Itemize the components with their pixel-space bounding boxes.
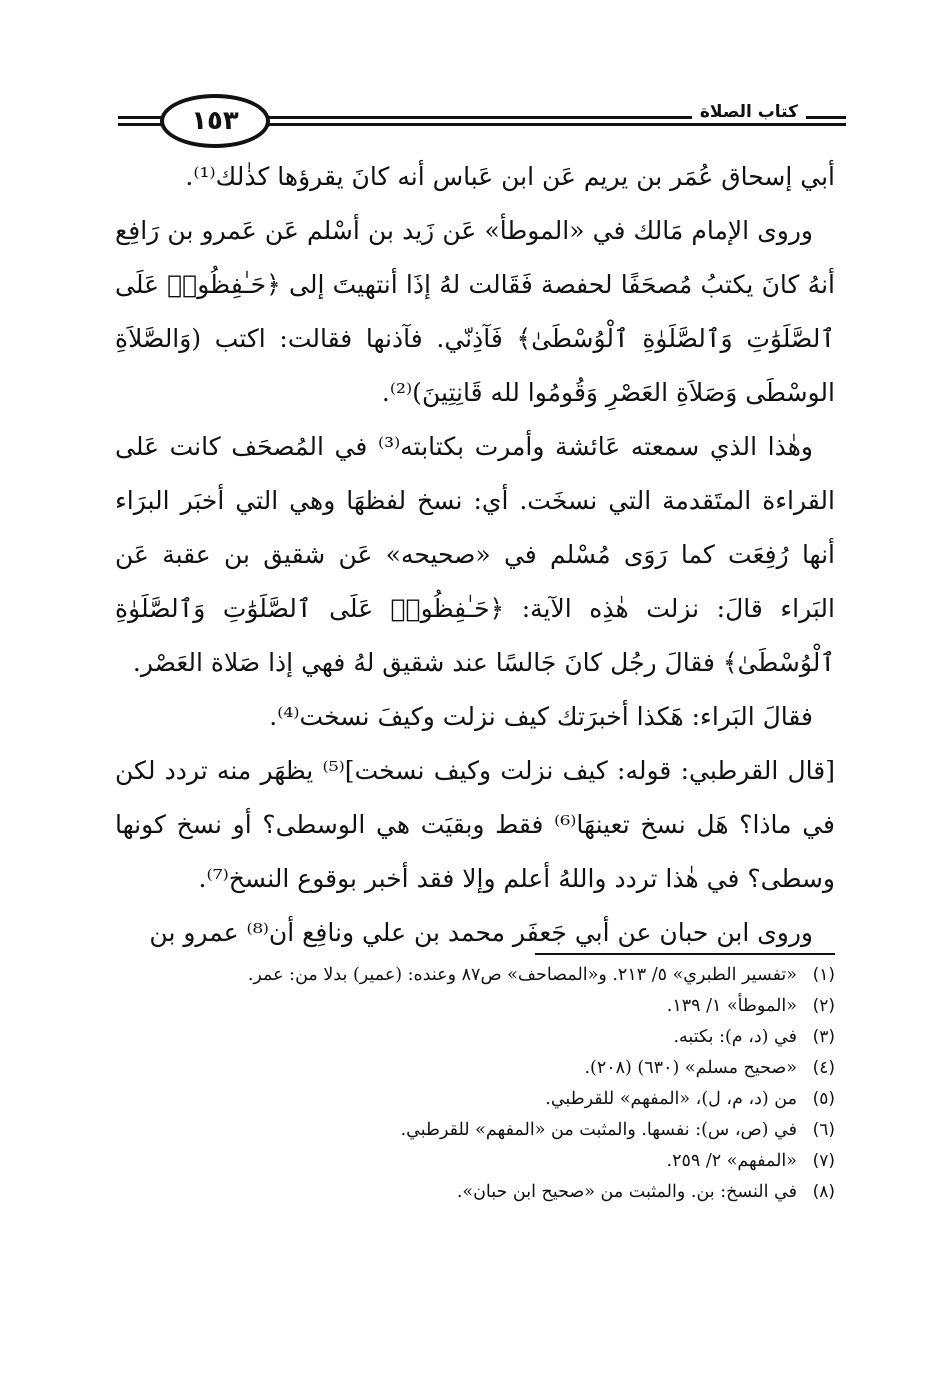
page-number: ١٥٣ — [160, 94, 270, 148]
paragraph: فقالَ البَراء: هَكذا أخبرَتك كيف نزلت وكيفَ نسخت⁽⁴⁾. — [269, 702, 813, 731]
footnote-text: «صحيح مسلم» (٦٣٠) (٢٠٨). — [584, 1058, 797, 1078]
page-header — [118, 92, 846, 152]
footnote-number: (١) — [812, 965, 835, 985]
footnote-text: من (د، م، ل)، «المفهم» للقرطبي. — [545, 1089, 797, 1109]
footnote — [115, 960, 835, 991]
footnote — [115, 1022, 835, 1053]
footnote — [115, 1115, 835, 1146]
footnote-separator — [535, 953, 835, 955]
footnote — [115, 1177, 835, 1208]
footnote-text: في (د، م): بكتبه. — [673, 1027, 797, 1047]
footnote — [115, 1084, 835, 1115]
paragraph: وروى ابن حبان عن أبي جَعفَر محمد بن علي ونافِع أن⁽⁸⁾ عمرو بن — [149, 918, 813, 947]
footnote-number: (٨) — [812, 1182, 835, 1202]
header-rule — [260, 123, 846, 126]
footnotes — [115, 960, 835, 1208]
footnote-text: «تفسير الطبري» ٥/ ٢١٣. و«المصاحف» ص٨٧ وعنده: (عمير) بدلا من: عمر. — [247, 965, 797, 985]
paragraph: وهٰذا الذي سمعته عَائشة وأمرت بكتابته⁽³⁾ في المُصحَف كانت عَلى القراءة المتَقدمة التي نسخَت. أي: نسخ لفظهَا وهي التي أخبَر البرَاء أنها رُفِعَت كما رَوَى مُسْلم في «صحيحه» عَن شقيق بن عقبة عَن البَراء قالَ: نزلت هٰذِه الآية: ﴿حَـٰفِظُوا۟ عَلَى ٱلصَّلَوَٰتِ وَٱلصَّلَوٰةِ ٱلْوُسْطَىٰ﴾ فقالَ رجُل كانَ جَالسًا عند شقيق لهُ فهي إذا صَلاة العَصْر. — [115, 432, 835, 677]
footnote-text: في (ص، س): نفسها. والمثبت من «المفهم» للقرطبي. — [400, 1120, 797, 1140]
running-title: كتاب الصلاة — [692, 102, 806, 122]
footnote-number: (٣) — [812, 1027, 835, 1047]
main-text — [115, 150, 835, 960]
footnote — [115, 1053, 835, 1084]
footnote-number: (٦) — [812, 1120, 835, 1140]
footnote-number: (٢) — [812, 996, 835, 1016]
paragraph: [قال القرطبي: قوله: كيف نزلت وكيف نسخت]⁽⁵⁾ يظهَر منه تردد لكن في ماذا؟ هَل نسخ تعينهَا⁽⁶⁾ فقط وبقيَت هي الوسطى؟ أو نسخ كونها وسطى؟ في هٰذا تردد واللهُ أعلم وإلا فقد أخبر بوقوع النسخ⁽⁷⁾. — [115, 756, 835, 893]
footnote-number: (٧) — [812, 1151, 835, 1171]
footnote — [115, 1146, 835, 1177]
paragraph: أبي إسحاق عُمَر بن يريم عَن ابن عَباس أنه كانَ يقرؤها كذٰلك⁽¹⁾. — [185, 162, 835, 191]
footnote-number: (٤) — [812, 1058, 835, 1078]
footnote — [115, 991, 835, 1022]
footnote-text: «الموطأ» ١/ ١٣٩. — [666, 996, 797, 1016]
footnote-text: في النسخ: بن. والمثبت من «صحيح ابن حبان». — [456, 1182, 797, 1202]
footnote-text: «المفهم» ٢/ ٢٥٩. — [666, 1151, 797, 1171]
paragraph: وروى الإمام مَالك في «الموطأ» عَن زَيد بن أسْلم عَن عَمرو بن رَافِع أنهُ كانَ يكتبُ مُصحَفًا لحفصة فَقَالت لهُ إذَا أنتهيتَ إلى ﴿حَـٰفِظُوا۟ عَلَى ٱلصَّلَوَٰتِ وَٱلصَّلَوٰةِ ٱلْوُسْطَىٰ﴾ فَآذِنّي. فآذنها فقالت: اكتب (وَالصَّلاَةِ الوسْطَى وَصَلاَةِ العَصْرِ وَقُومُوا لله قَانِتِينَ)⁽²⁾. — [115, 216, 835, 407]
footnote-number: (٥) — [812, 1089, 835, 1109]
